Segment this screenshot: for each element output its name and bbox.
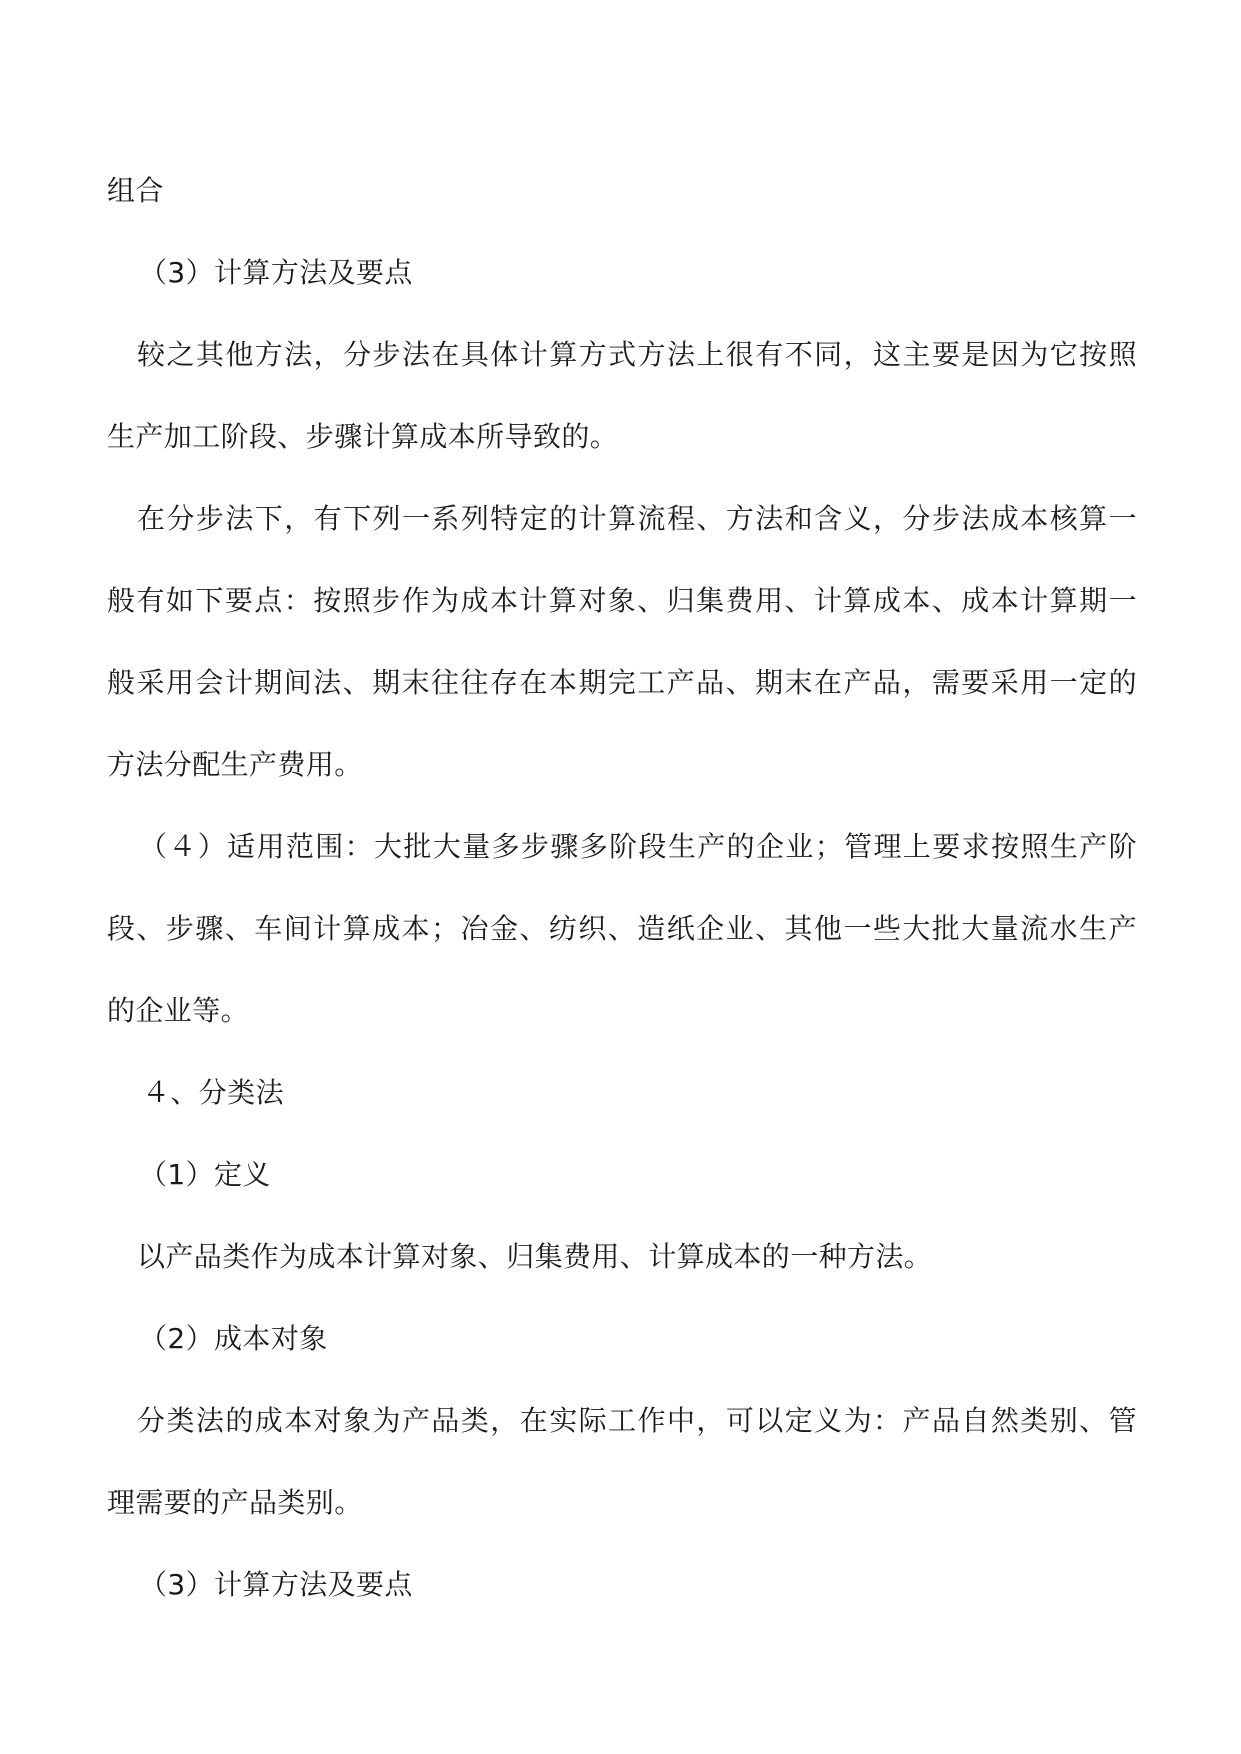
paragraph-line: 般有如下要点：按照步作为成本计算对象、归集费用、计算成本、成本计算期一 [107,584,1137,617]
section-heading: ４、分类法 [142,1076,285,1109]
document-body [107,150,1137,1626]
paragraph-line: 方法分配生产费用。 [107,748,363,781]
paragraph-line: 在分步法下，有下列一系列特定的计算流程、方法和含义，分步法成本核算一 [137,502,1137,535]
section-heading: （1）定义 [139,1158,271,1191]
paragraph-line: 段、步骤、车间计算成本；冶金、纺织、造纸企业、其他一些大批大量流水生产 [107,912,1137,945]
section-heading: （3）计算方法及要点 [139,1568,413,1601]
paragraph-line: 理需要的产品类别。 [107,1486,363,1519]
paragraph-line: 较之其他方法，分步法在具体计算方式方法上很有不同，这主要是因为它按照 [137,338,1137,371]
paragraph-line: 生产加工阶段、步骤计算成本所导致的。 [107,420,619,453]
paragraph-line: 组合 [107,174,164,207]
section-heading: （3）计算方法及要点 [139,256,413,289]
paragraph-line: （４）适用范围：大批大量多步骤多阶段生产的企业；管理上要求按照生产阶 [139,830,1137,863]
paragraph-line: 以产品类作为成本计算对象、归集费用、计算成本的一种方法。 [137,1240,933,1273]
paragraph-line: 分类法的成本对象为产品类，在实际工作中，可以定义为：产品自然类别、管 [137,1404,1137,1437]
section-heading: （2）成本对象 [139,1322,328,1355]
paragraph-line: 般采用会计期间法、期末往往存在本期完工产品、期末在产品，需要采用一定的 [107,666,1137,699]
paragraph-line: 的企业等。 [107,994,250,1027]
